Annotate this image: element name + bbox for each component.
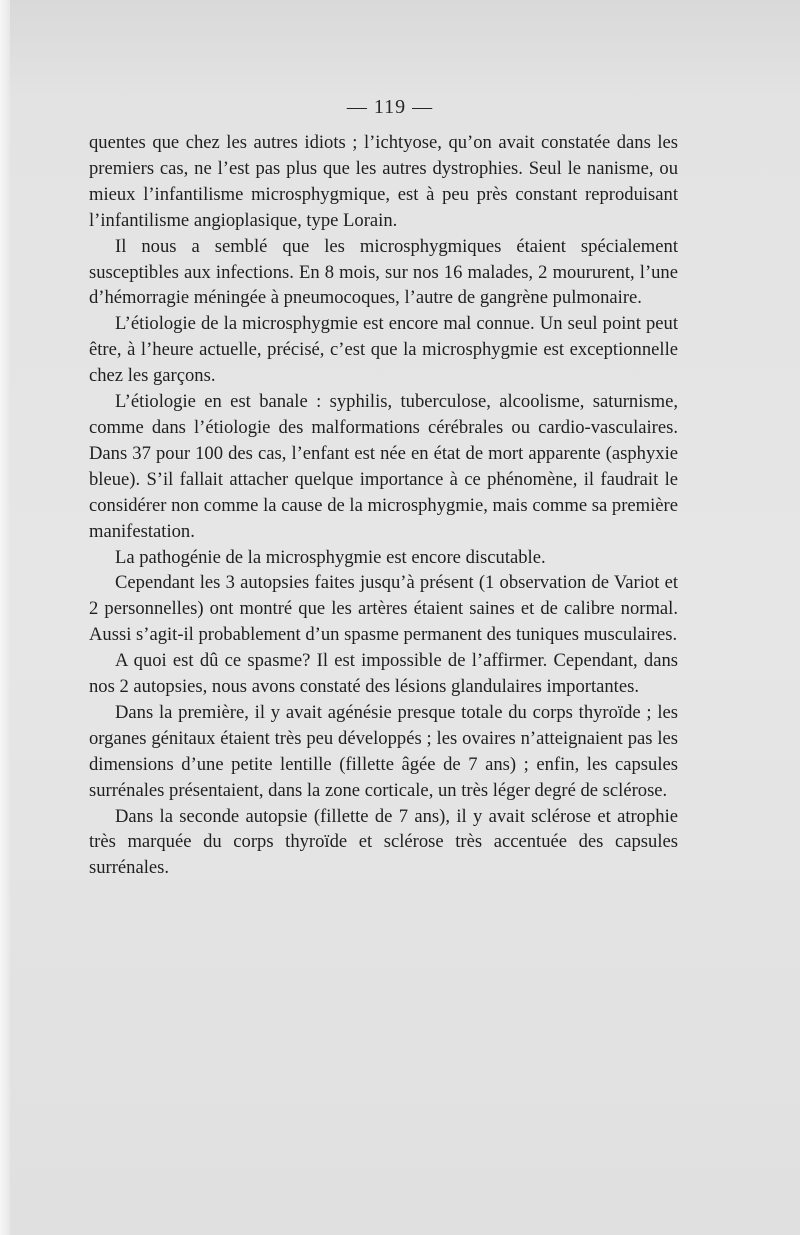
paragraph-5: La pathogénie de la microsphygmie est encore discutable. — [115, 546, 546, 568]
paragraph-7: A quoi est dû ce spasme? Il est impossible de l’affirmer. Cependant, dans nos 2 autopsies, nous avons constaté des lésions glandulaires importantes. — [89, 650, 678, 698]
paragraph-3: L’étiologie de la microsphygmie est encore mal connue. Un seul point peut être, à l’heure actuelle, précisé, c’est que la microsphygmie est exceptionnelle chez les garçons. — [89, 313, 678, 387]
body-text — [89, 130, 678, 881]
paragraph-8: Dans la première, il y avait agénésie presque totale du corps thyroïde ; les organes génitaux étaient très peu développés ; les ovaires n’atteignaient pas les dimensions d’une petite lentille (fillette âgée de 7 ans) ; enfin, les capsules surrénales présentaient, dans la zone corticale, un très léger degré de sclérose. — [89, 701, 678, 801]
paragraph-9: Dans la seconde autopsie (fillette de 7 ans), il y avait sclérose et atrophie très marquée du corps thyroïde et sclérose très accentuée des capsules surrénales. — [89, 805, 678, 879]
paragraph-4: L’étiologie en est banale : syphilis, tuberculose, alcoolisme, saturnisme, comme dans l’étiologie des malformations cérébrales ou cardio-vasculaires. Dans 37 pour 100 des cas, l’enfant est née en état de mort apparente (asphyxie bleue). S’il fallait attacher quelque importance à ce phénomène, il faudrait le considérer non comme la cause de la microsphygmie, mais comme sa première manifestation. — [89, 391, 678, 542]
paragraph-6: Cependant les 3 autopsies faites jusqu’à présent (1 observation de Variot et 2 personnelles) ont montré que les artères étaient saines et de calibre normal. Aussi s’agit-il probablement d’un spasme permanent des tuniques musculaires. — [89, 572, 678, 646]
page-number: — 119 — — [346, 96, 434, 118]
paragraph-1: quentes que chez les autres idiots ; l’ichtyose, qu’on avait constatée dans les premiers cas, ne l’est pas plus que les autres dystrophies. Seul le nanisme, ou mieux l’infantilisme microsphygmique, est à peu près constant reproduisant l’infantilisme angioplasique, type Lorain. — [89, 132, 678, 231]
paragraph-2: Il nous a semblé que les microsphygmiques étaient spécialement susceptibles aux infections. En 8 mois, sur nos 16 malades, 2 moururent, l’une d’hémorragie méningée à pneumocoques, l’autre de gangrène pulmonaire. — [89, 235, 678, 309]
page-edge — [0, 0, 10, 1235]
